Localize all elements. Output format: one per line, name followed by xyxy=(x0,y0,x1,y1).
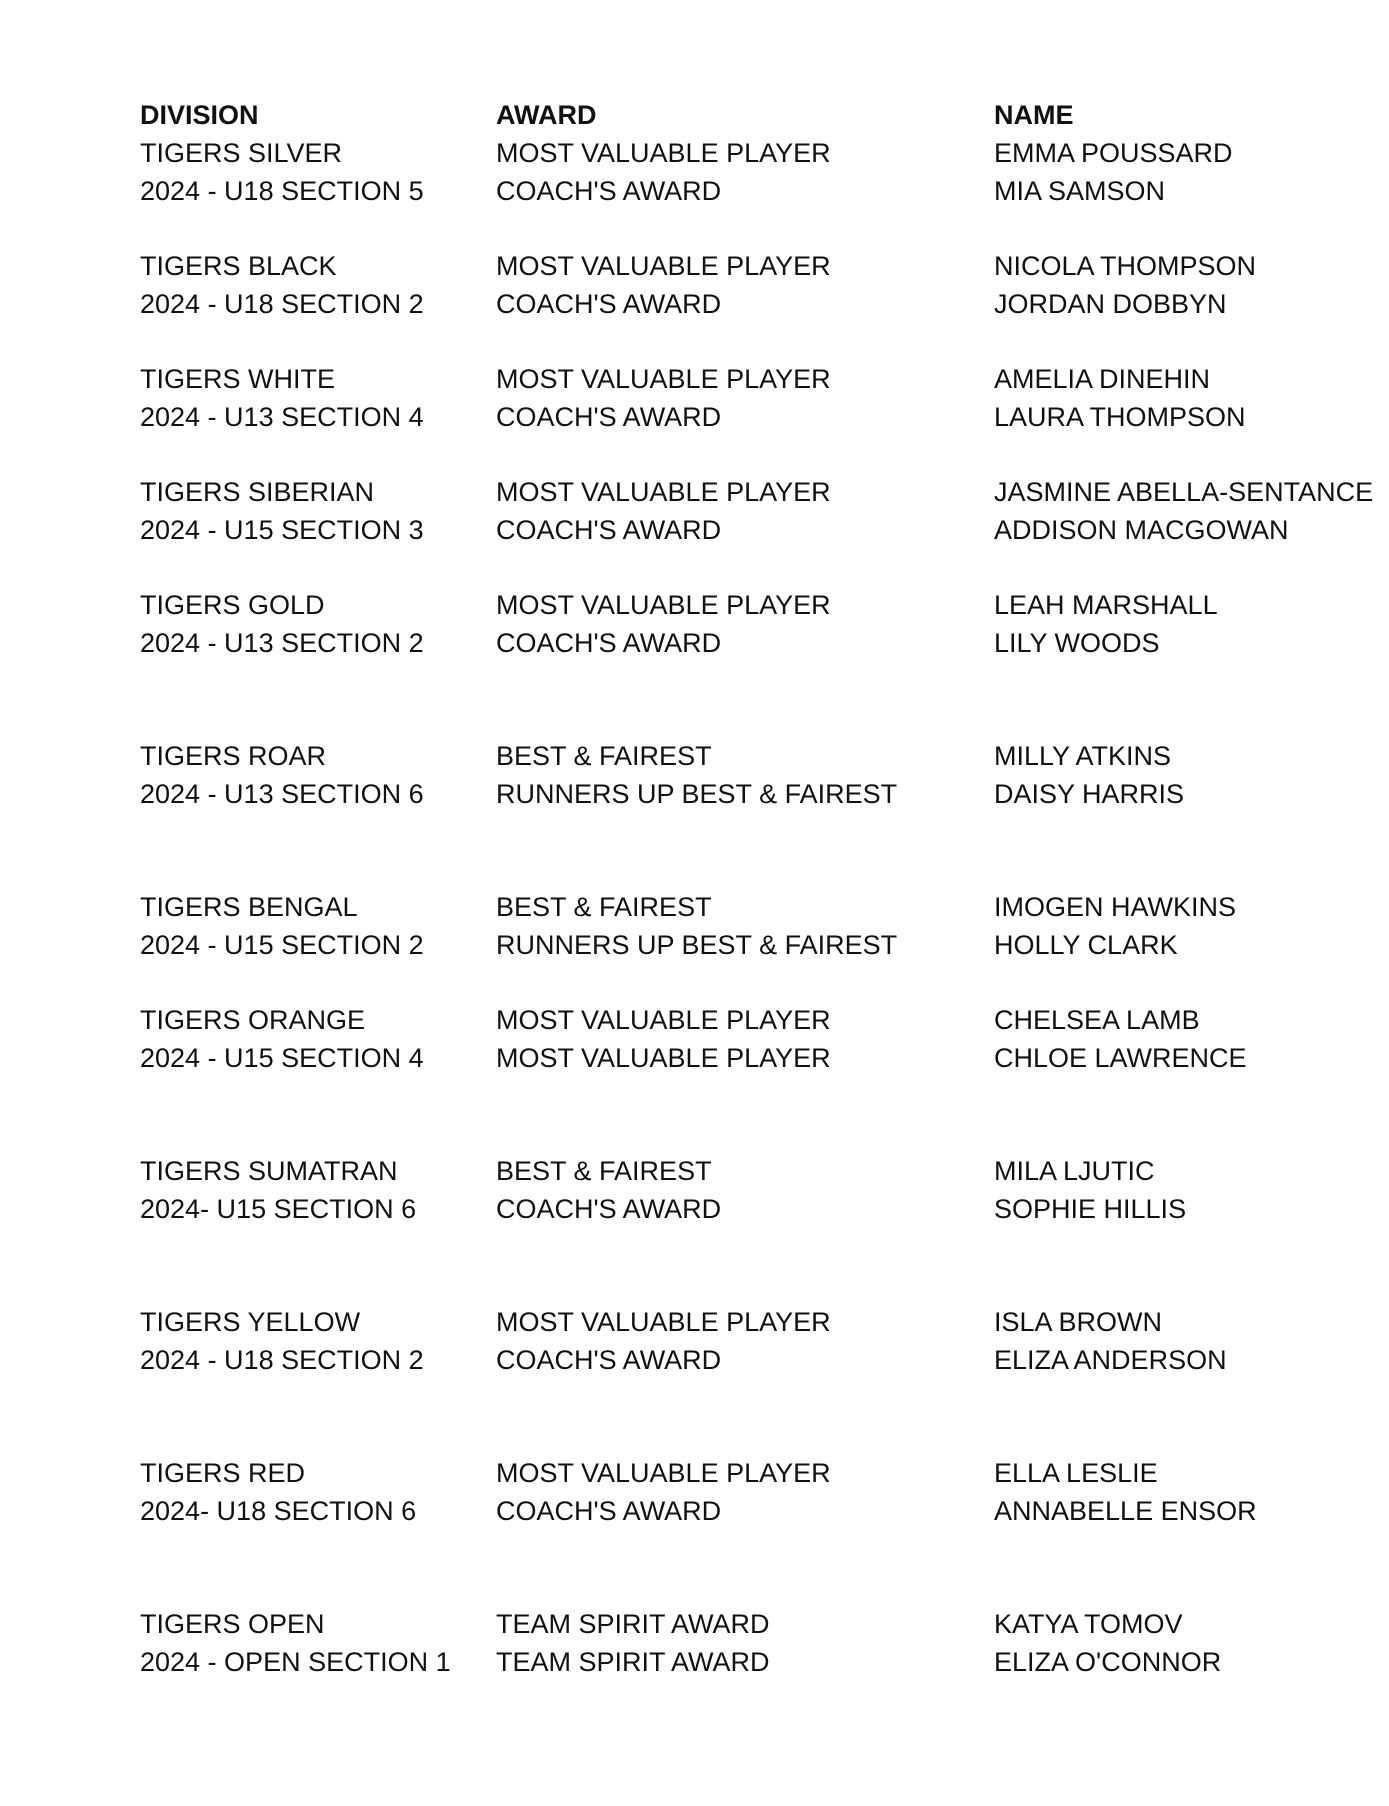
team-name: TIGERS BENGAL xyxy=(140,892,358,922)
table-row xyxy=(140,1605,1340,1643)
table-row xyxy=(140,398,1340,436)
awards-table xyxy=(140,96,1374,1681)
team-name: TIGERS GOLD xyxy=(140,590,325,620)
award-group xyxy=(140,888,1340,964)
group-spacer xyxy=(140,549,1340,586)
table-row xyxy=(140,888,1340,926)
award-group xyxy=(140,247,1340,323)
award-title: COACH'S AWARD xyxy=(496,515,722,545)
table-row xyxy=(140,511,1340,549)
award-group xyxy=(140,473,1374,549)
player-name: LAURA THOMPSON xyxy=(994,402,1246,432)
player-name: MILLY ATKINS xyxy=(994,741,1172,771)
award-title: MOST VALUABLE PLAYER xyxy=(496,251,831,281)
team-section: 2024 - U18 SECTION 2 xyxy=(140,289,424,319)
team-section: 2024 - OPEN SECTION 1 xyxy=(140,1647,451,1677)
group-spacer xyxy=(140,436,1340,473)
table-row xyxy=(140,775,1340,813)
award-title: COACH'S AWARD xyxy=(496,289,722,319)
team-name: TIGERS ROAR xyxy=(140,741,327,771)
award-group xyxy=(140,360,1340,436)
player-name: NICOLA THOMPSON xyxy=(994,251,1257,281)
award-group xyxy=(140,1605,1340,1681)
group-spacer xyxy=(140,323,1340,360)
award-title: BEST & FAIREST xyxy=(496,1156,712,1186)
group-spacer xyxy=(140,662,1340,737)
team-name: TIGERS RED xyxy=(140,1458,306,1488)
player-name: AMELIA DINEHIN xyxy=(994,364,1211,394)
table-row xyxy=(140,134,1340,172)
award-title: MOST VALUABLE PLAYER xyxy=(496,138,831,168)
player-name: LILY WOODS xyxy=(994,628,1160,658)
table-row xyxy=(140,926,1340,964)
table-row xyxy=(140,1152,1340,1190)
table-row xyxy=(140,1190,1340,1228)
table-row xyxy=(140,473,1374,511)
table-row xyxy=(140,737,1340,775)
award-title: COACH'S AWARD xyxy=(496,628,722,658)
award-title: BEST & FAIREST xyxy=(496,741,712,771)
team-section: 2024 - U13 SECTION 6 xyxy=(140,779,424,809)
table-row xyxy=(140,285,1340,323)
team-name: TIGERS YELLOW xyxy=(140,1307,361,1337)
player-name: DAISY HARRIS xyxy=(994,779,1185,809)
team-name: TIGERS OPEN xyxy=(140,1609,325,1639)
table-row xyxy=(140,1492,1340,1530)
team-name: TIGERS ORANGE xyxy=(140,1005,366,1035)
award-title: BEST & FAIREST xyxy=(496,892,712,922)
table-header xyxy=(140,96,1340,134)
team-section: 2024 - U18 SECTION 5 xyxy=(140,176,424,206)
award-title: MOST VALUABLE PLAYER xyxy=(496,1043,831,1073)
award-group xyxy=(140,1454,1340,1530)
group-spacer xyxy=(140,1228,1340,1303)
team-section: 2024 - U13 SECTION 4 xyxy=(140,402,424,432)
award-title: TEAM SPIRIT AWARD xyxy=(496,1609,770,1639)
award-title: COACH'S AWARD xyxy=(496,1496,722,1526)
player-name: CHELSEA LAMB xyxy=(994,1005,1200,1035)
award-title: MOST VALUABLE PLAYER xyxy=(496,590,831,620)
award-title: COACH'S AWARD xyxy=(496,176,722,206)
team-section: 2024 - U13 SECTION 2 xyxy=(140,628,424,658)
player-name: ISLA BROWN xyxy=(994,1307,1163,1337)
table-row xyxy=(140,1001,1340,1039)
group-spacer xyxy=(140,964,1340,1001)
team-section: 2024 - U18 SECTION 2 xyxy=(140,1345,424,1375)
player-name: ADDISON MACGOWAN xyxy=(994,515,1289,545)
team-section: 2024 - U15 SECTION 4 xyxy=(140,1043,424,1073)
award-title: COACH'S AWARD xyxy=(496,402,722,432)
team-name: TIGERS SUMATRAN xyxy=(140,1156,398,1186)
player-name: ELIZA ANDERSON xyxy=(994,1345,1227,1375)
group-spacer xyxy=(140,813,1340,888)
name-header: NAME xyxy=(994,100,1074,130)
group-spacer xyxy=(140,1379,1340,1454)
group-spacer xyxy=(140,1530,1340,1605)
player-name: HOLLY CLARK xyxy=(994,930,1178,960)
award-group xyxy=(140,1303,1340,1379)
table-row xyxy=(140,1454,1340,1492)
player-name: MIA SAMSON xyxy=(994,176,1166,206)
table-row xyxy=(140,624,1340,662)
team-section: 2024- U18 SECTION 6 xyxy=(140,1496,417,1526)
award-group xyxy=(140,737,1340,813)
division-header: DIVISION xyxy=(140,100,259,130)
team-name: TIGERS SILVER xyxy=(140,138,343,168)
player-name: ELLA LESLIE xyxy=(994,1458,1158,1488)
award-header: AWARD xyxy=(496,100,597,130)
award-title: MOST VALUABLE PLAYER xyxy=(496,364,831,394)
player-name: JORDAN DOBBYN xyxy=(994,289,1227,319)
player-name: EMMA POUSSARD xyxy=(994,138,1233,168)
team-name: TIGERS BLACK xyxy=(140,251,337,281)
award-group xyxy=(140,1152,1340,1228)
award-title: TEAM SPIRIT AWARD xyxy=(496,1647,770,1677)
table-row xyxy=(140,1303,1340,1341)
group-spacer xyxy=(140,210,1340,247)
award-title: MOST VALUABLE PLAYER xyxy=(496,1458,831,1488)
player-name: SOPHIE HILLIS xyxy=(994,1194,1187,1224)
award-title: RUNNERS UP BEST & FAIREST xyxy=(496,779,898,809)
player-name: ELIZA O'CONNOR xyxy=(994,1647,1222,1677)
award-title: COACH'S AWARD xyxy=(496,1194,722,1224)
table-row xyxy=(140,360,1340,398)
player-name: LEAH MARSHALL xyxy=(994,590,1218,620)
group-spacer xyxy=(140,1077,1340,1152)
award-title: MOST VALUABLE PLAYER xyxy=(496,1005,831,1035)
team-name: TIGERS SIBERIAN xyxy=(140,477,375,507)
player-name: IMOGEN HAWKINS xyxy=(994,892,1237,922)
award-title: RUNNERS UP BEST & FAIREST xyxy=(496,930,898,960)
player-name: KATYA TOMOV xyxy=(994,1609,1183,1639)
team-section: 2024 - U15 SECTION 2 xyxy=(140,930,424,960)
award-group xyxy=(140,134,1340,210)
table-row xyxy=(140,1341,1340,1379)
table-row xyxy=(140,1643,1340,1681)
team-section: 2024 - U15 SECTION 3 xyxy=(140,515,424,545)
team-name: TIGERS WHITE xyxy=(140,364,335,394)
award-title: MOST VALUABLE PLAYER xyxy=(496,477,831,507)
player-name: ANNABELLE ENSOR xyxy=(994,1496,1257,1526)
award-group xyxy=(140,586,1340,662)
player-name: MILA LJUTIC xyxy=(994,1156,1155,1186)
table-row xyxy=(140,247,1340,285)
award-title: MOST VALUABLE PLAYER xyxy=(496,1307,831,1337)
table-row xyxy=(140,172,1340,210)
team-section: 2024- U15 SECTION 6 xyxy=(140,1194,417,1224)
table-row xyxy=(140,586,1340,624)
award-group xyxy=(140,1001,1340,1077)
award-title: COACH'S AWARD xyxy=(496,1345,722,1375)
player-name: JASMINE ABELLA-SENTANCE xyxy=(994,477,1374,507)
player-name: CHLOE LAWRENCE xyxy=(994,1043,1247,1073)
table-row xyxy=(140,1039,1340,1077)
